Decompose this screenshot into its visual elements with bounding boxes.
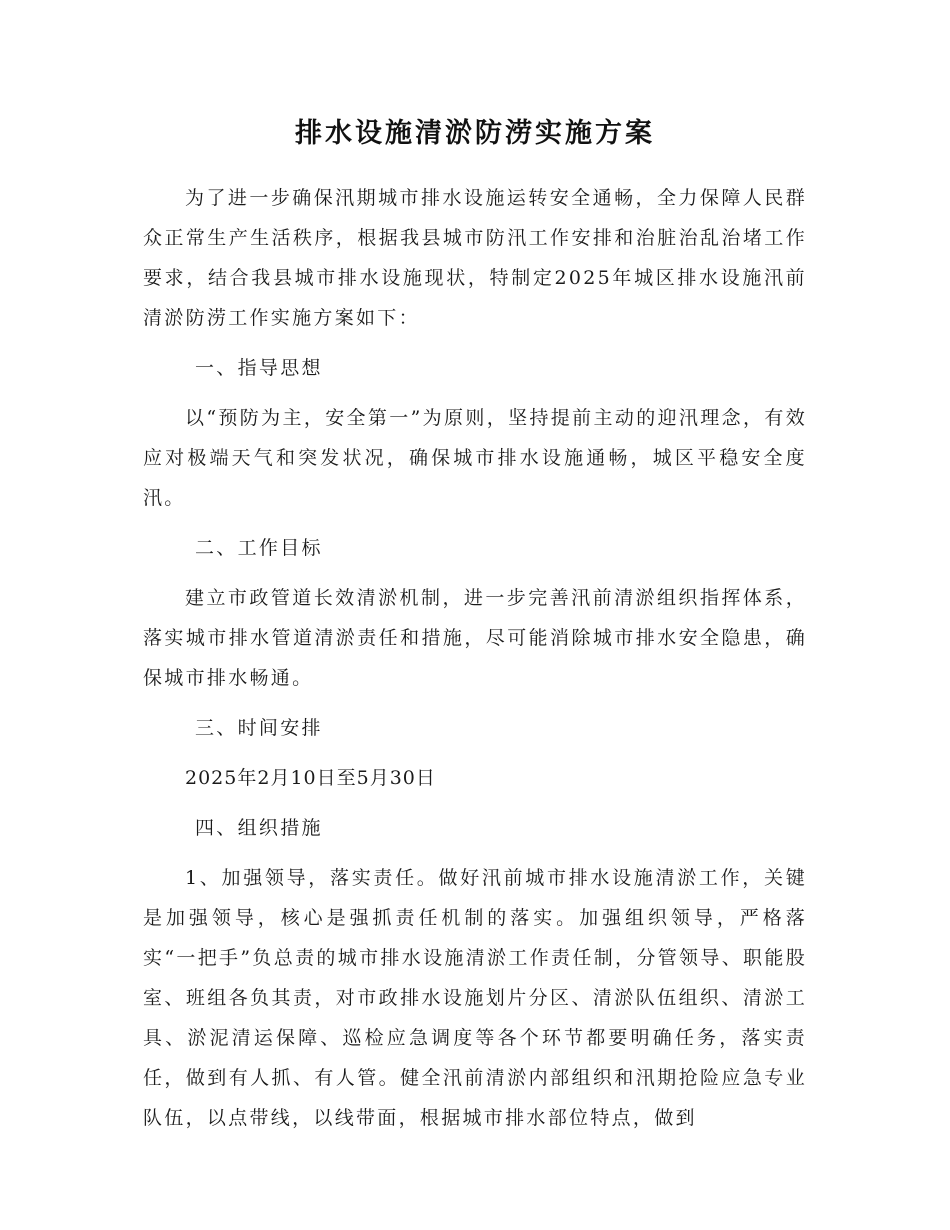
section-body-schedule: 2025年2月10日至5月30日 [185,767,436,789]
section-body-guiding-ideology: 以“预防为主，安全第一”为原则，坚持提前主动的迎汛理念，有效应对极端天气和突发状况，确保城市排水设施通畅，城区平稳安全度汛。 [143,407,807,509]
section-heading-guiding-ideology: 一、指导思想 [195,357,323,379]
section-heading-work-goals: 二、工作目标 [195,537,323,559]
section-body-organizational-measures: 1、加强领导，落实责任。做好汛前城市排水设施清淤工作，关键是加强领导，核心是强抓责任机制的落实。加强组织领导，严格落实“一把手”负总责的城市排水设施清淤工作责任制，分管领导、职能股室、班组各负其责，对市政排水设施划片分区、清淤队伍组织、清淤工具、淤泥清运保障、巡检应急调度等各个环节都要明确任务，落实责任，做到有人抓、有人管。健全汛前清淤内部组织和汛期抢险应急专业队伍，以点带线，以线带面，根据城市排水部位特点，做到 [143,867,807,1129]
document-title: 排水设施清淤防涝实施方案 [295,118,655,149]
document-content [143,110,807,1138]
section-heading-schedule: 三、时间安排 [195,717,323,739]
section-heading-organizational-measures: 四、组织措施 [195,817,323,839]
intro-paragraph: 为了进一步确保汛期城市排水设施运转安全通畅，全力保障人民群众正常生产生活秩序，根据我县城市防汛工作安排和治脏治乱治堵工作要求，结合我县城市排水设施现状，特制定2025年城区排水设施汛前清淤防涝工作实施方案如下： [143,187,807,329]
section-body-work-goals: 建立市政管道长效清淤机制，进一步完善汛前清淤组织指挥体系，落实城市排水管道清淤责任和措施，尽可能消除城市排水安全隐患，确保城市排水畅通。 [143,587,807,689]
